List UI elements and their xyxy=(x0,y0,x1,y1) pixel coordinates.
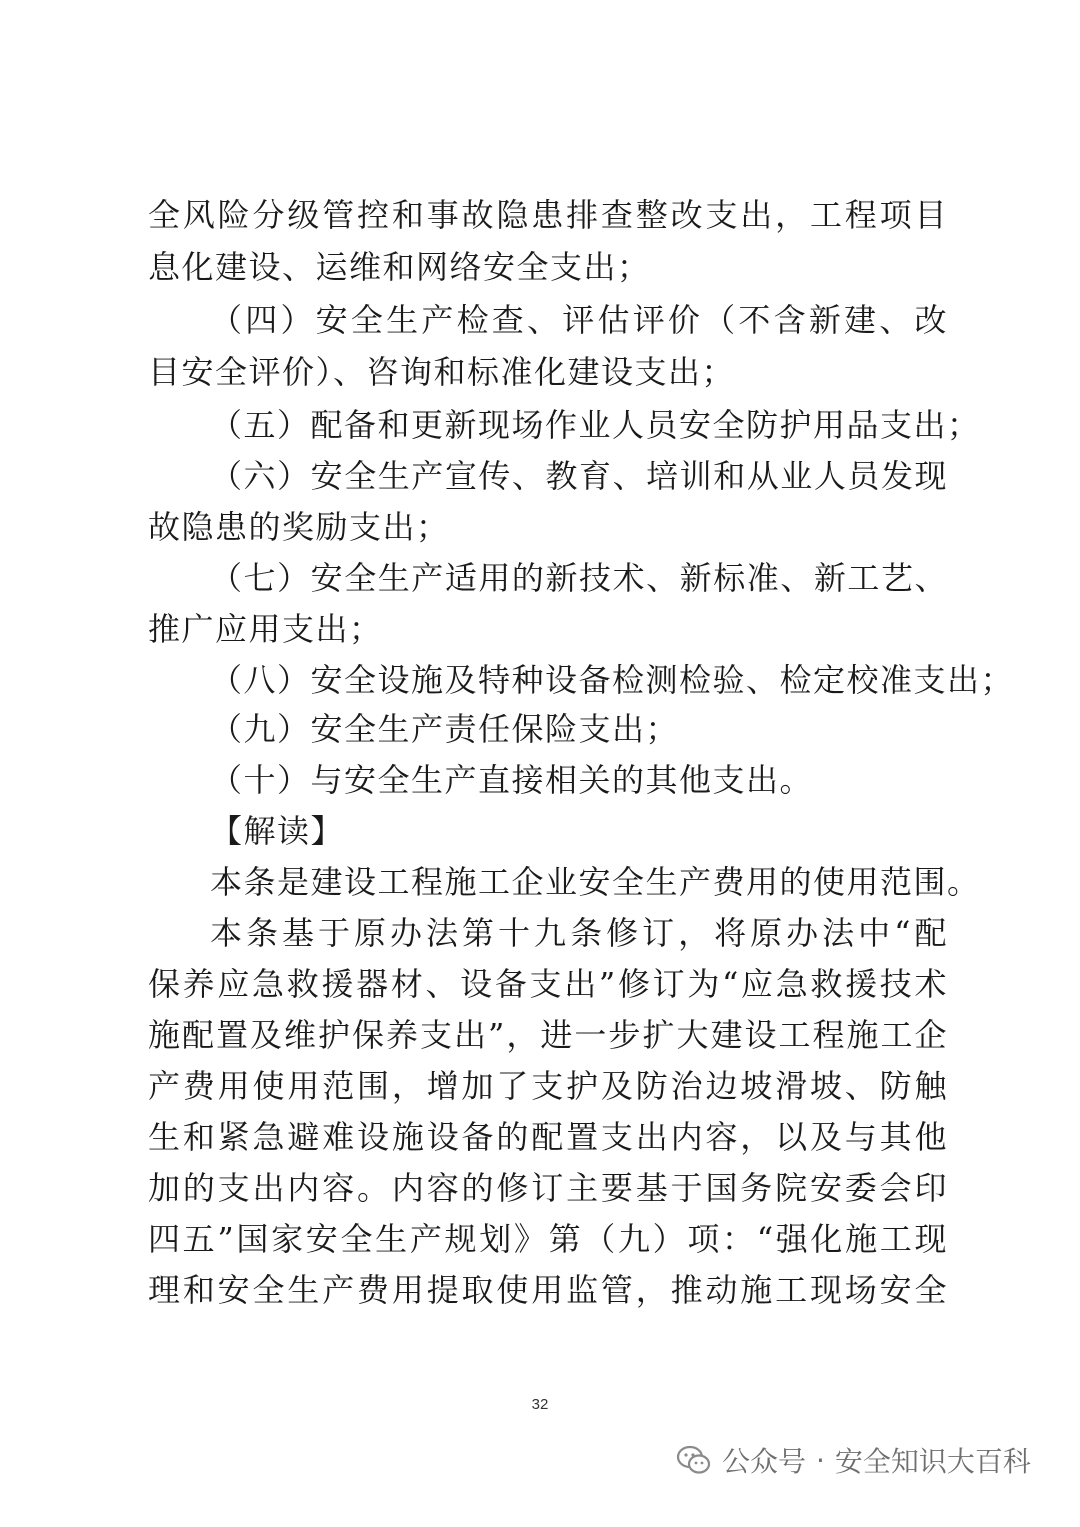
text-line: （四）安全生产检查、评估评价（不含新建、改 xyxy=(210,301,948,339)
text-line: 全风险分级管控和事故隐患排查整改支出，工程项目 xyxy=(148,196,948,234)
text-line: （六）安全生产宣传、教育、培训和从业人员发现 xyxy=(210,457,948,495)
text-line: （九）安全生产责任保险支出； xyxy=(210,710,680,748)
section-heading: 【解读】 xyxy=(210,812,345,850)
text-line: （七）安全生产适用的新技术、新标准、新工艺、 xyxy=(210,559,948,597)
text-line: 推广应用支出； xyxy=(148,610,383,648)
text-line: 加的支出内容。内容的修订主要基于国务院安委会印 xyxy=(148,1169,948,1207)
watermark xyxy=(676,1440,1031,1480)
text-line: 本条是建设工程施工企业安全生产费用的使用范围。 xyxy=(210,863,981,901)
text-line: 息化建设、运维和网络安全支出； xyxy=(148,248,651,286)
text-line: 故隐患的奖励支出； xyxy=(148,508,450,546)
text-line: 保养应急救援器材、设备支出”修订为“应急救援技术 xyxy=(148,965,948,1003)
watermark-name: 安全知识大百科 xyxy=(834,1445,1031,1478)
text-line: 施配置及维护保养支出”，进一步扩大建设工程施工企 xyxy=(148,1016,948,1054)
text-line: （八）安全设施及特种设备检测检验、检定校准支出； xyxy=(210,661,1015,699)
watermark-prefix: 公众号 xyxy=(722,1445,807,1478)
wechat-icon xyxy=(676,1445,712,1475)
watermark-separator: · xyxy=(816,1443,825,1477)
text-line: （五）配备和更新现场作业人员安全防护用品支出； xyxy=(210,406,981,444)
text-line: （十）与安全生产直接相关的其他支出。 xyxy=(210,761,814,799)
text-line: 产费用使用范围，增加了支护及防治边坡滑坡、防触 xyxy=(148,1067,948,1105)
text-line: 生和紧急避难设施设备的配置支出内容，以及与其他 xyxy=(148,1118,948,1156)
text-line: 本条基于原办法第十九条修订，将原办法中“配 xyxy=(210,914,948,952)
text-line: 目安全评价）、咨询和标准化建设支出； xyxy=(148,353,736,391)
text-line: 四五”国家安全生产规划》第（九）项：“强化施工现 xyxy=(148,1220,948,1258)
page-number: 32 xyxy=(531,1396,549,1413)
text-line: 理和安全生产费用提取使用监管，推动施工现场安全 xyxy=(148,1271,948,1309)
